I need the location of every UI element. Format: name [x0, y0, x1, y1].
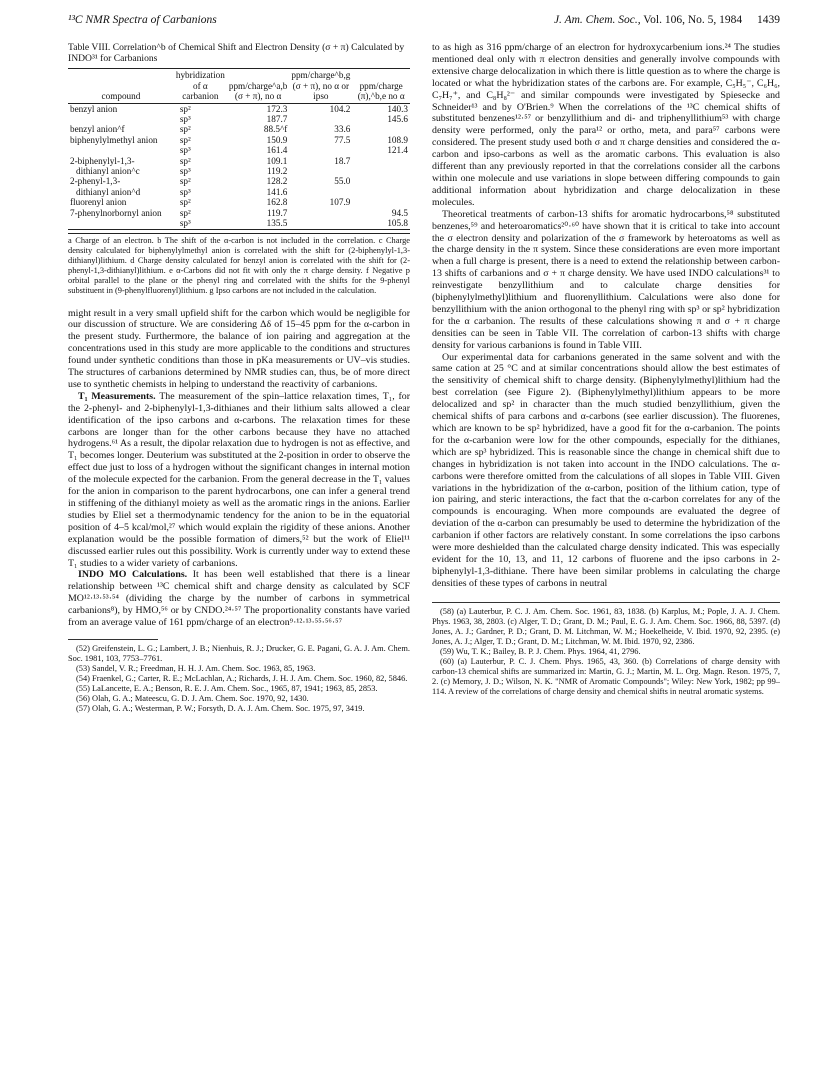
cell-ppm-no-ipso	[289, 218, 352, 229]
cell-compound: fluorenyl anion	[70, 197, 127, 208]
table-row	[68, 103, 410, 114]
cell-ppm-sigma-pi: 150.9	[266, 134, 288, 145]
reference-52: (52) Greifenstein, L. G.; Lambert, J. B.; Nienhuis, R. J.; Drucker, G. E. Pagani, G. A. J. Am. Chem. Soc. 1981, 103, 7753–7761.	[68, 643, 410, 663]
cell-ppm-sigma-pi: 88.5^f	[263, 124, 288, 135]
page-number: 1439	[757, 14, 780, 26]
table-caption: Table VIII. Correlation^b of Chemical Shift and Electron Density (σ + π) Calculated by INDO³¹ for Carbanions	[68, 42, 405, 65]
table-row	[68, 197, 410, 207]
cell-compound	[68, 145, 174, 155]
cell-compound: 2-phenyl-1,3-	[70, 176, 121, 187]
volume-info: Vol. 106, No. 5, 1984	[643, 14, 743, 26]
cell-compound	[68, 218, 174, 229]
right-paragraph-2: Theoretical treatments of carbon-13 shifts for aromatic hydrocarbons,⁵⁸ substituted benzenes,⁵⁹ and heteroaromatics²⁰·⁶⁰ have shown that it is critical to take into account the σ electron density and polarization of the σ framework by heteroatoms as well as the charge density in the π system. Since these considerations are even more important when a full charge is present, there is a need to extend the relationship between carbon-13 shifts of carbanions and σ + π charge density. We have used INDO calculations³¹ to reinvestigate benzyllithium and to calculate charge densities for (biphenylylmethyl)lithium and fluorenyllithium. Calculations were also done for benzyllithium with the anion orthogonal to the phenyl ring with sp³ or sp² hybridization for the α carbanion. The results of these calculations showing π and σ + π charge densities can be seen in Table VII. The correlation of carbon-13 shifts with charge density for various carbanions is found in Table VIII.	[432, 208, 780, 351]
reference-57: (57) Olah, G. A.; Westerman, P. W.; Forsyth, D. A. J. Am. Chem. Soc. 1975, 97, 3419.	[76, 703, 365, 713]
table-viii	[68, 68, 410, 229]
cell-ppm-sigma-pi: 109.1	[266, 155, 288, 166]
reference-58: (58) (a) Lauterbur, P. C. J. Am. Chem. Soc. 1961, 83, 1838. (b) Karplus, M.; Pople, J. A. J. Chem. Phys. 1963, 38, 2803. (c) Alger, T. D.; Grant, D. M.; Paul, E. G. J. Am. Chem. Soc. 1966, 88, 5397. (d) Jones, A. J.; Gardner, P. D.; Grant, D. M. Litchman, W. M.; Hoekelheide, V. Ibid. 1970, 92, 2395. (e) Jones, A. J.; Alger, T. D.; Grant, D. M.; Litchman, W. M. Ibid. 1970, 92, 2386.	[432, 606, 780, 646]
right-paragraph-3: Our experimental data for carbanions generated in the same solvent and with the same cation at 25 °C and at similar concentrations should allow the best estimates of the sensitivity of chemical shift to charge density. (Biphenylylmethyl)lithium had the best correlation (see Figure 2). (Biphenylylmethyl)lithium appears to be more delocalized and sp² in character than the much studied benzyllithium, given the chemical shifts of para carbons and α-carbons (see earlier discussion). The fluorenes, which are known to be sp² hybridized, have a good fit for the α-carbanion. The points for the α-carbanion were low for the other compounds, especially for the dithianes, which are sp³ hybridized. This is reasonable since the change in chemical shift due to changes in hybridization is not taken into account in the INDO calculations. The α-carbons were therefore omitted from the calculations of all slopes in Table VIII. Given variations in the hybridization of the α-carbon, position of the lithium cation, type of ion pairing, and steric interactions, the fact that the α-carbon correlates for any of the compounds is encouraging. When more compounds are evaluated the degree of deviation of the α-carbon can presumably be used to determine the hybridization of the carbanion if other factors are relatively constant. In some correlations the ipso carbons were more deshielded than the calculated charge density indicated. This was especially evident for the 10, 13, and 11, 12 carbons of fluorene and the ipso carbons in 2-biphenylyl-1,3-dithiane. There have been similar problems in calculating the charge densities of these types of carbons in neutral	[432, 351, 780, 589]
cell-ppm-sigma-pi: 162.8	[266, 197, 288, 208]
cell-ppm-no-ipso: 107.9	[329, 197, 351, 208]
table-header-row	[68, 69, 410, 103]
right-references	[432, 607, 780, 697]
cell-compound: dithianyl anion^c	[76, 166, 140, 177]
header-compound: compound	[101, 91, 141, 102]
indo-paragraph	[68, 569, 410, 629]
cell-compound: 2-biphenylyl-1,3-	[70, 155, 135, 166]
cell-ppm-sigma-pi: 128.2	[266, 176, 288, 187]
table-row	[68, 156, 410, 166]
table-row	[68, 218, 410, 229]
cell-hybridization: sp²	[179, 155, 191, 166]
cell-ppm-no-ipso	[289, 166, 352, 176]
cell-ppm-pi: 145.6	[387, 114, 408, 125]
left-references	[68, 644, 410, 714]
right-paragraph-1: to as high as 316 ppm/charge of an electron for hydroxycarbenium ions.²⁴ The studies mentioned deal only with π electron densities and generally involve compounds with extensive charge delocalization in which there is little question as to where the charge is located or what the hybridization states of the carbons are. For example, C₅H₅⁻, C₆H₆, C₇H₇⁺, and C₈H₈²⁻ and similar compounds were investigated by Spiesecke and Schneider¹³ and by O'Brien.⁹ When the correlations of the ¹³C chemical shifts of substituted benzenes¹²·⁵⁷ or benzyllithium and di- and triphenyllithium⁵³ with charge density were performed, only the para¹² or ortho, meta, and para⁵⁷ carbons were considered. The present study used both σ and π charge densities and considered the α-carbon and ipso-carbons as well as the aromatic carbons. This evaluation is also different than any previously reported in that the correlations consider all the carbons within one molecule and use variations in slope between differing compounds to gain additional information about hybridization and charge delocalization in these molecules.	[432, 42, 780, 208]
cell-ppm-no-ipso: 55.0	[334, 176, 351, 187]
right-column	[432, 42, 780, 697]
cell-ppm-sigma-pi: 187.7	[266, 114, 288, 125]
cell-ppm-sigma-pi: 172.3	[266, 103, 288, 114]
table-row	[68, 176, 410, 186]
reference-60: (60) (a) Lauterbur, P. C. J. Chem. Phys. 1965, 43, 360. (b) Correlations of charge density with carbon-13 chemical shifts are summarized in: Martin, G. J.; Martin, M. L. Org. Magn. Reson. 1975, 7, 2. (c) Memory, J. D.; Wilson, N. K. "NMR of Aromatic Compounds"; Wiley: New York, 1982; pp 99–114. A review of the correlations of charge density and chemical shifts in neutral aromatic systems.	[432, 656, 780, 696]
cell-ppm-no-ipso	[289, 187, 352, 197]
cell-ppm-pi	[352, 156, 410, 166]
cell-ppm-pi	[352, 176, 410, 186]
header-ppm-charge-pi: ppm/charge (π),^b,e no α	[357, 80, 405, 102]
cell-compound: 7-phenylnorbornyl anion	[70, 207, 162, 218]
cell-compound: biphenylylmethyl anion	[70, 134, 158, 145]
running-title: ¹³C NMR Spectra of Carbanions	[68, 14, 217, 26]
reference-53: (53) Sandel, V. R.; Freedman, H. H. J. Am. Chem. Soc. 1963, 85, 1963.	[76, 663, 316, 673]
indo-heading: INDO MO Calculations.	[78, 569, 188, 581]
reference-divider	[68, 639, 158, 640]
cell-ppm-no-ipso: 33.6	[334, 124, 351, 135]
header-ppm-charge-no-ipso: ppm/charge^b,g (σ + π), no α or ipso	[291, 70, 351, 102]
cell-ppm-sigma-pi: 161.4	[266, 145, 288, 156]
reference-55: (55) LaLancette, E. A.; Benson, R. E. J. Am. Chem. Soc., 1965, 87, 1941; 1963, 85, 2853.	[76, 683, 378, 693]
cell-compound	[68, 114, 174, 124]
left-paragraph-1: might result in a very small upfield shift for the carbon which would be negligible for our discussion of structure. We are considering Δδ of 15–45 ppm for the α-carbon in the present study. Furthermore, the balance of ion pairing and aggregation at the concentrations used in this study are more applicable to the conditions and structures found under synthetic conditions than those in pKa measurements or UV–vis studies. The structures of carbanions determined by NMR studies can, thus, be of more direct use to synthetic chemists in helping to understand the reactivity of carbanions.	[68, 307, 410, 390]
cell-hybridization: sp³	[179, 145, 191, 156]
cell-hybridization: sp²	[179, 134, 191, 145]
cell-ppm-pi	[352, 197, 410, 207]
indo-text: It has been well established that there is a linear relationship between ¹³C chemical shift and charge density as calculated by SCF MO¹²·¹³·⁵³·⁵⁴ (dividing the charge by the number of carbons in symmetrical carbanions⁸), by HMO,⁵⁶ or by CNDO.²⁴·⁵⁷ The proportionality constants have varied from an average value of 161 ppm/charge of an electron⁹·¹²·¹³·⁵⁵·⁵⁶·⁵⁷	[68, 569, 410, 629]
t1-heading: T₁ Measurements.	[78, 390, 156, 402]
cell-hybridization: sp²	[179, 207, 191, 218]
cell-ppm-pi: 121.4	[387, 145, 408, 156]
cell-hybridization: sp³	[179, 218, 191, 229]
reference-54: (54) Fraenkel, G.; Carter, R. E.; McLachlan, A.; Richards, J. H. J. Am. Chem. Soc. 1960, 82, 5846.	[76, 673, 408, 683]
cell-ppm-pi	[352, 124, 410, 134]
reference-56: (56) Olah, G. A.; Mateescu, G. D. J. Am. Chem. Soc. 1970, 92, 1430.	[76, 693, 309, 703]
cell-hybridization: sp²	[179, 176, 191, 187]
table-body	[68, 103, 410, 229]
table-row	[68, 166, 410, 176]
cell-ppm-sigma-pi: 135.5	[266, 218, 288, 229]
cell-ppm-no-ipso	[289, 208, 352, 218]
cell-ppm-sigma-pi: 141.6	[266, 186, 288, 197]
table-row	[68, 135, 410, 145]
cell-hybridization: sp²	[179, 124, 191, 135]
header-hybridization: hybridization of α carbanion	[175, 70, 225, 102]
reference-divider-right	[432, 602, 780, 603]
cell-ppm-no-ipso: 104.2	[329, 103, 351, 114]
table-row	[68, 124, 410, 134]
cell-ppm-pi	[352, 187, 410, 197]
cell-ppm-sigma-pi: 119.7	[267, 207, 288, 218]
table-row	[68, 114, 410, 124]
cell-ppm-pi	[352, 166, 410, 176]
cell-ppm-pi: 140.3	[387, 103, 408, 114]
journal-name: J. Am. Chem. Soc.,	[553, 14, 641, 26]
cell-ppm-pi: 108.9	[387, 134, 408, 145]
cell-hybridization: sp²	[179, 103, 191, 114]
t1-text: The measurement of the spin–lattice relaxation times, T₁, for the 2-phenyl- and 2-biphenylyl-1,3-dithianes and their lithium salts allowed a clear identification of the ipso carbons and α-carbons. The relaxation times for these carbons are longer than for the other carbons because they have no attached hydrogens.⁶¹ As a result, the dipolar relaxation due to hydrogen is not as effective, and T₁ becomes longer. Deuterium was substituted at the 2-position in order to observe the effect due just to loss of a hydrogen without the significant changes in internal motion of the molecule expected for the carbanion. From the general decrease in the T₁ values for the anion in comparison to the parent hydrocarbons, one can infer a general trend in stiffening of the dithianyl moiety as well as the aromatic rings in the anions. Earlier studies by Eliel set a thermodynamic tendency for the anion to be in the equatorial position of 4–5 kcal/mol,²⁷ which would explain the rigidity of these anions. Another explanation would be the possible formation of dimers,⁵² but the work of Eliel¹¹ discussed earlier rules out this possibility. Work is currently under way to extend these T₁ studies to a wider variety of carbanions.	[68, 390, 410, 569]
cell-compound: dithianyl anion^d	[76, 186, 141, 197]
table-row	[68, 208, 410, 218]
header-ppm-charge-sigma-pi: ppm/charge^a,b (σ + π), no α	[228, 80, 288, 102]
cell-compound: benzyl anion^f	[70, 124, 125, 135]
cell-hybridization: sp²	[179, 197, 191, 208]
cell-ppm-no-ipso	[289, 145, 352, 155]
reference-59: (59) Wu, T. K.; Bailey, B. P. J. Chem. Phys. 1964, 41, 2796.	[440, 646, 641, 656]
cell-ppm-no-ipso	[289, 114, 352, 124]
table-row	[68, 187, 410, 197]
cell-ppm-pi: 105.8	[387, 218, 408, 229]
cell-hybridization: sp³	[179, 166, 191, 177]
cell-hybridization: sp³	[179, 186, 191, 197]
cell-ppm-no-ipso: 77.5	[334, 134, 351, 145]
table-row	[68, 145, 410, 155]
cell-hybridization: sp³	[179, 114, 191, 125]
cell-compound: benzyl anion	[70, 103, 118, 114]
cell-ppm-pi: 94.5	[391, 207, 408, 218]
table-footnotes: a Charge of an electron. b The shift of the α-carbon is not included in the correlation. c Charge density calculated for biphenylylmethyl anion is correlated with the shift for (2-biphenylyl-1,3-dithianyl)lithium. d Charge density calculated for benzyl anion is correlated with the shift for (2-phenyl-1,3-dithianyl)lithium. e α-Carbons did not fit with only the π charge density. f Negative p orbital parallel to the plane or the phenyl ring and correlated with the shifts for the 9-phenyl substituent in (9-phenylfluorenyl)lithium. g Ipso carbons are not included in the calculation.	[68, 233, 410, 296]
left-column	[68, 42, 410, 714]
cell-ppm-no-ipso: 18.7	[334, 155, 351, 166]
cell-ppm-sigma-pi: 119.2	[267, 166, 288, 177]
journal-header	[554, 14, 780, 26]
t1-paragraph	[68, 391, 410, 570]
